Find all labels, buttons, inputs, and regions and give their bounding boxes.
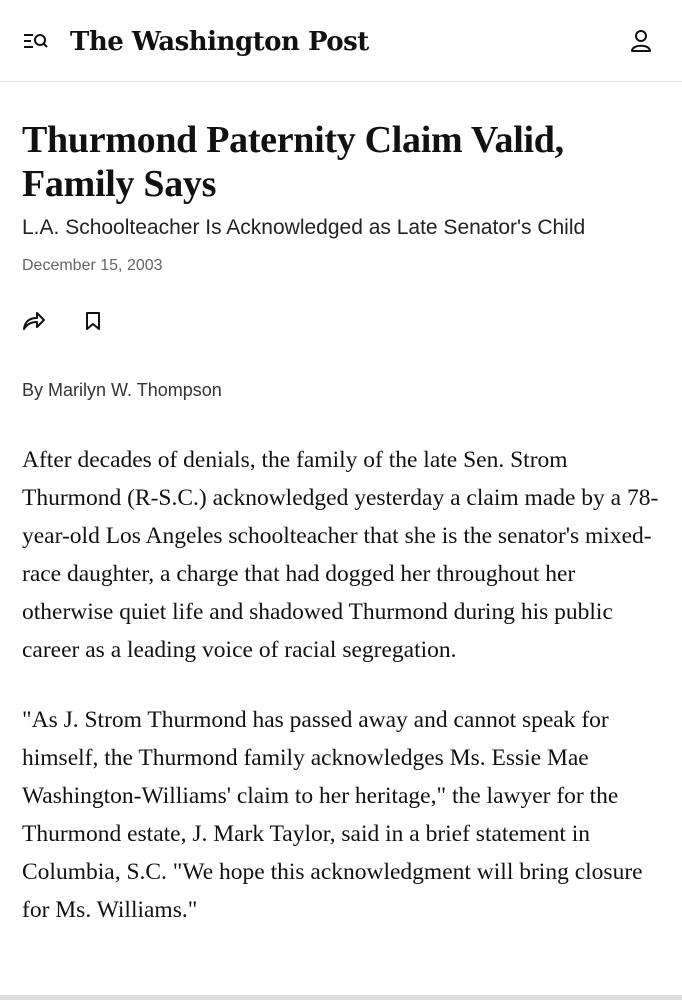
publish-date: December 15, 2003 (22, 257, 163, 274)
byline-prefix: By (22, 380, 44, 400)
top-navigation-bar (0, 0, 682, 82)
bookmark-icon (82, 308, 104, 334)
article-subheadline: L.A. Schoolteacher Is Acknowledged as Late Senator's Child (22, 216, 586, 239)
byline (22, 378, 222, 402)
user-icon (628, 28, 654, 54)
article-headline: Thurmond Paternity Claim Valid, Family Says (22, 119, 564, 205)
article-paragraph: After decades of denials, the family of the late Sen. Strom Thurmond (R-S.C.) acknowledged yesterday a claim made by a 78-year-old Los Angeles schoolteacher that she is the senator's mixed-race daughter, a charge that had dogged her throughout her otherwise quiet life and shadowed Thurmond during his public career as a leading voice of racial segregation. (22, 447, 659, 663)
site-logo[interactable]: The Washington Post (70, 27, 369, 57)
bottom-divider (0, 995, 682, 1000)
share-icon (20, 308, 46, 334)
article-paragraph: "As J. Strom Thurmond has passed away and cannot speak for himself, the Thurmond family acknowledges Ms. Essie Mae Washington-Williams' claim to her heritage," the lawyer for the Thurmond estate, J. Mark Taylor, said in a brief statement in Columbia, S.C. "We hope this acknowledgment will bring closure for Ms. Williams." (22, 707, 643, 923)
account-button[interactable] (628, 28, 654, 54)
author-link[interactable]: Marilyn W. Thompson (48, 380, 222, 400)
save-button[interactable] (82, 308, 104, 334)
share-button[interactable] (20, 308, 46, 334)
article-body (22, 441, 667, 929)
menu-button[interactable] (22, 30, 48, 52)
menu-search-icon (22, 30, 48, 52)
